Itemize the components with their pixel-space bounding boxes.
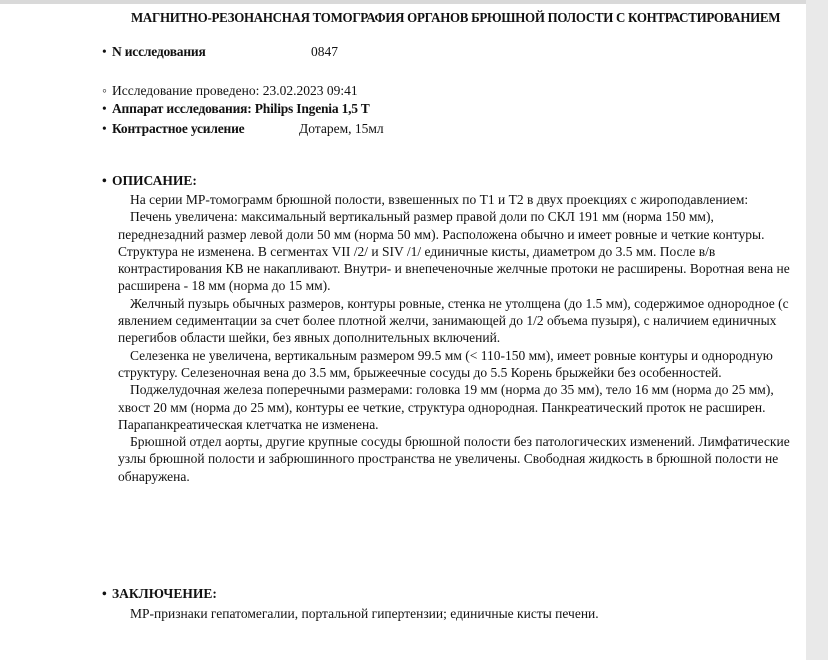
study-number-value: 0847	[311, 44, 338, 59]
description-paragraph: Брюшной отдел аорты, другие крупные сосуды брюшной полости без патологических изменений. Лимфатические узлы брюшной полости и забрюшинного пространства не увеличены. Свободная жидкость в брюшной полости не обнаружена.	[118, 434, 790, 484]
conclusion-body	[118, 605, 790, 622]
conclusion-text: МР-признаки гепатомегалии, портальной гипертензии; единичные кисты печени.	[130, 606, 599, 621]
device-label: Аппарат исследования: Philips Ingenia 1,5 T	[112, 101, 370, 116]
description-paragraph: Поджелудочная железа поперечными размерами: головка 19 мм (норма до 35 мм), тело 16 мм (норма до 25 мм), хвост 20 мм (норма до 25 мм), контуры ее четкие, структура однородная. Панкреатический проток не расширен. Парапанкреатическая клетчатка не изменена.	[118, 382, 774, 432]
study-number-label: N исследования	[112, 44, 206, 59]
bullet-icon: •	[102, 121, 107, 136]
conclusion-heading: • ЗАКЛЮЧЕНИЕ:	[102, 586, 217, 601]
study-date-row	[102, 82, 358, 99]
contrast-row	[102, 120, 384, 137]
bullet-icon: •	[102, 101, 107, 116]
bullet-icon: •	[102, 44, 107, 59]
bullet-icon: ◦	[102, 83, 107, 98]
right-edge	[806, 0, 828, 660]
study-number-row	[102, 43, 338, 60]
contrast-label: Контрастное усиление	[112, 121, 245, 136]
contrast-value: Дотарем, 15мл	[299, 121, 384, 136]
description-paragraph: Желчный пузырь обычных размеров, контуры ровные, стенка не утолщена (до 1.5 мм), содержимое однородное (с явлением седиментации за счет более плотной желчи, занимающей до 1/2 объема пузыря), с наличием единичных перегибов области шейки, без явных дополнительных включений.	[118, 295, 789, 346]
description-paragraph: На серии МР-томограмм брюшной полости, взвешенных по Т1 и Т2 в двух проекциях с жироподавлением:	[130, 192, 749, 207]
device-row	[102, 100, 370, 117]
document-title: МАГНИТНО-РЕЗОНАНСНАЯ ТОМОГРАФИЯ ОРГАНОВ БРЮШНОЙ ПОЛОСТИ С КОНТРАСТИРОВАНИЕМ	[130, 10, 781, 25]
description-paragraph: Печень увеличена: максимальный вертикальный размер правой доли по СКЛ 191 мм (норма 150 мм), переднезадний размер левой доли 50 мм (норма 50 мм). Расположена обычно и имеет ровные и четкие контуры. Структура не изменена. В сегментах VII /2/ и SIV /1/ единичные кисты, диаметром до 3.5 мм. После в/в контрастирования КВ не накапливают. Внутри- и внепеченочные желчные протоки не расширены. Воротная вена не расширена - 18 мм (норма до 15 мм).	[118, 209, 790, 294]
study-date-text: Исследование проведено: 23.02.2023 09:41	[112, 83, 358, 98]
description-body	[118, 191, 790, 485]
top-edge	[0, 0, 828, 4]
description-heading: • ОПИСАНИЕ:	[102, 173, 197, 188]
description-paragraph: Селезенка не увеличена, вертикальным размером 99.5 мм (< 110-150 мм), имеет ровные контуры и однородную структуру. Селезеночная вена до 3.5 мм, брыжеечные сосуды до 5.5 Корень брыжейки без особенностей.	[118, 347, 773, 380]
